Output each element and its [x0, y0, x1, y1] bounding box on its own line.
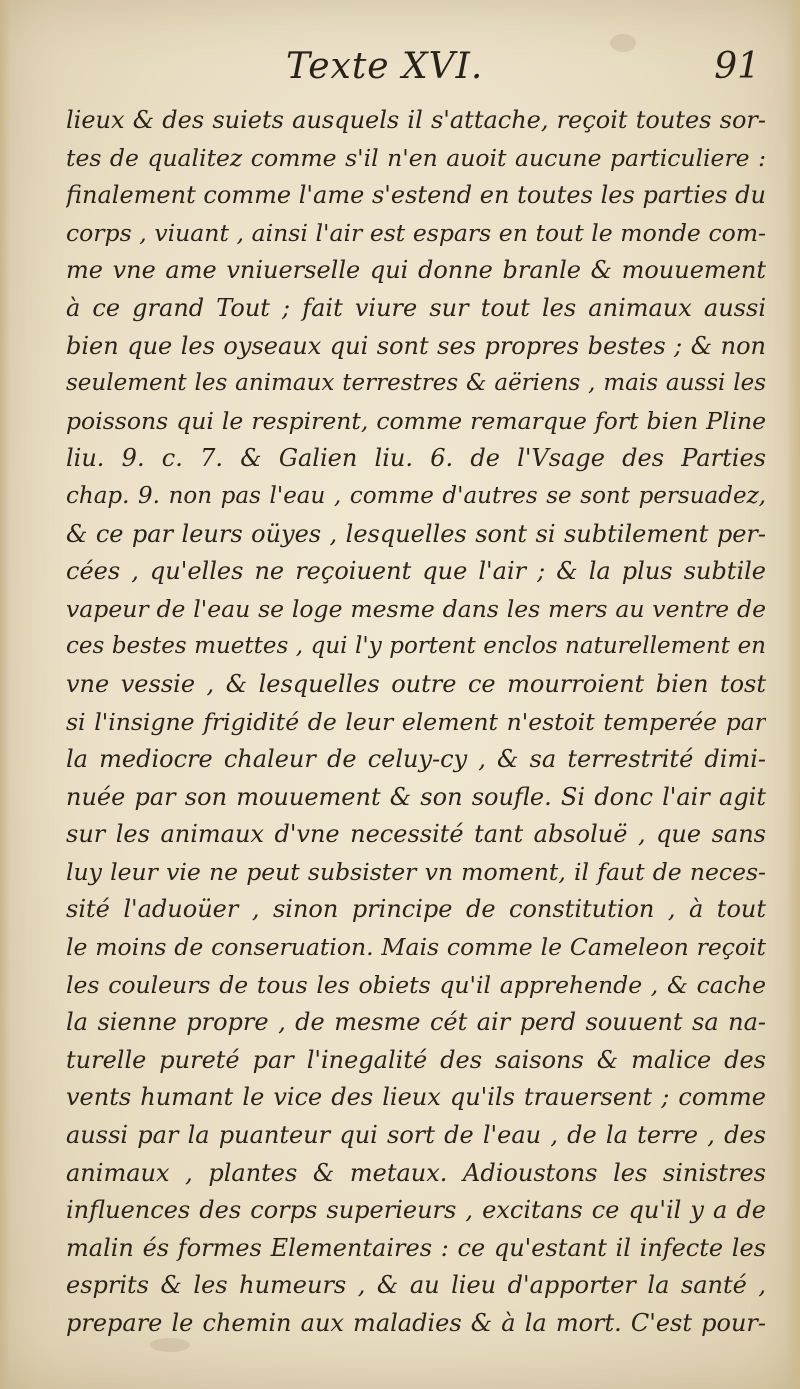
text-line: la mediocre chaleur de celuy-cy , & sa terrestrité dimi- [66, 745, 766, 774]
text-line: aussi par la puanteur qui sort de l'eau , de la terre , des [66, 1121, 766, 1150]
text-line: vapeur de l'eau se loge mesme dans les mers au ventre de [66, 594, 766, 623]
text-line: prepare le chemin aux maladies & à la mort. C'est pour- [66, 1309, 766, 1337]
text-line: sur les animaux d'vne necessité tant absoluë , que sans [66, 820, 766, 849]
text-line: tes de qualitez comme s'il n'en auoit aucune particuliere : [66, 143, 766, 172]
text-line: influences des corps superieurs , excitans ce qu'il y a de [66, 1196, 766, 1225]
text-line: corps , viuant , ainsi l'air est espars en tout le monde com- [66, 218, 766, 247]
text-line: si l'insigne frigidité de leur element n'estoit temperée par [66, 707, 766, 736]
page-header [60, 44, 760, 94]
text-line: bien que les oyseaux qui sont ses propres bestes ; & non [66, 331, 766, 360]
page-edge-shadow-left [0, 0, 10, 1389]
page-edge-shadow-right [786, 0, 800, 1389]
text-line: cées , qu'elles ne reçoiuent que l'air ; & la plus subtile [66, 557, 766, 586]
text-line: les couleurs de tous les obiets qu'il apprehende , & cache [66, 970, 766, 999]
text-line: lieux & des suiets ausquels il s'attache, reçoit toutes sor- [66, 106, 766, 134]
text-line: chap. 9. non pas l'eau , comme d'autres se sont persuadez, [66, 482, 766, 509]
text-line: finalement comme l'ame s'estend en toutes les parties du [66, 181, 766, 210]
text-line: liu. 9. c. 7. & Galien liu. 6. de l'Vsage des Parties [66, 444, 766, 473]
body-text [66, 102, 766, 1343]
text-line: sité l'aduoüer , sinon principe de constitution , à tout [66, 895, 766, 924]
text-line: seulement les animaux terrestres & aëriens , mais aussi les [66, 370, 766, 397]
text-line: ces bestes muettes , qui l'y portent enclos naturellement en [66, 633, 766, 660]
text-line: la sienne propre , de mesme cét air perd souuent sa na- [66, 1008, 766, 1037]
text-line: nuée par son mouuement & son soufle. Si donc l'air agit [66, 782, 766, 811]
page-number: 91 [714, 46, 760, 87]
text-line: vents humant le vice des lieux qu'ils trauersent ; comme [66, 1083, 766, 1112]
text-line: vne vessie , & lesquelles outre ce mourroient bien tost [66, 669, 766, 698]
text-line: malin és formes Elementaires : ce qu'estant il infecte les [66, 1233, 766, 1262]
text-line: esprits & les humeurs , & au lieu d'apporter la santé , [66, 1271, 766, 1300]
text-line: me vne ame vniuerselle qui donne branle & mouuement [66, 256, 766, 285]
running-title: Texte XVI. [286, 46, 484, 87]
text-line: & ce par leurs oüyes , lesquelles sont si subtilement per- [66, 519, 766, 548]
text-line: poissons qui le respirent, comme remarque fort bien Pline [66, 406, 766, 435]
text-line: luy leur vie ne peut subsister vn moment, il faut de neces- [66, 857, 766, 886]
text-line: à ce grand Tout ; fait viure sur tout les animaux aussi [66, 293, 766, 322]
text-line: turelle pureté par l'inegalité des saisons & malice des [66, 1045, 766, 1074]
text-line: animaux , plantes & metaux. Adioustons les sinistres [66, 1158, 766, 1187]
text-line: le moins de conseruation. Mais comme le Cameleon reçoit [66, 933, 766, 962]
